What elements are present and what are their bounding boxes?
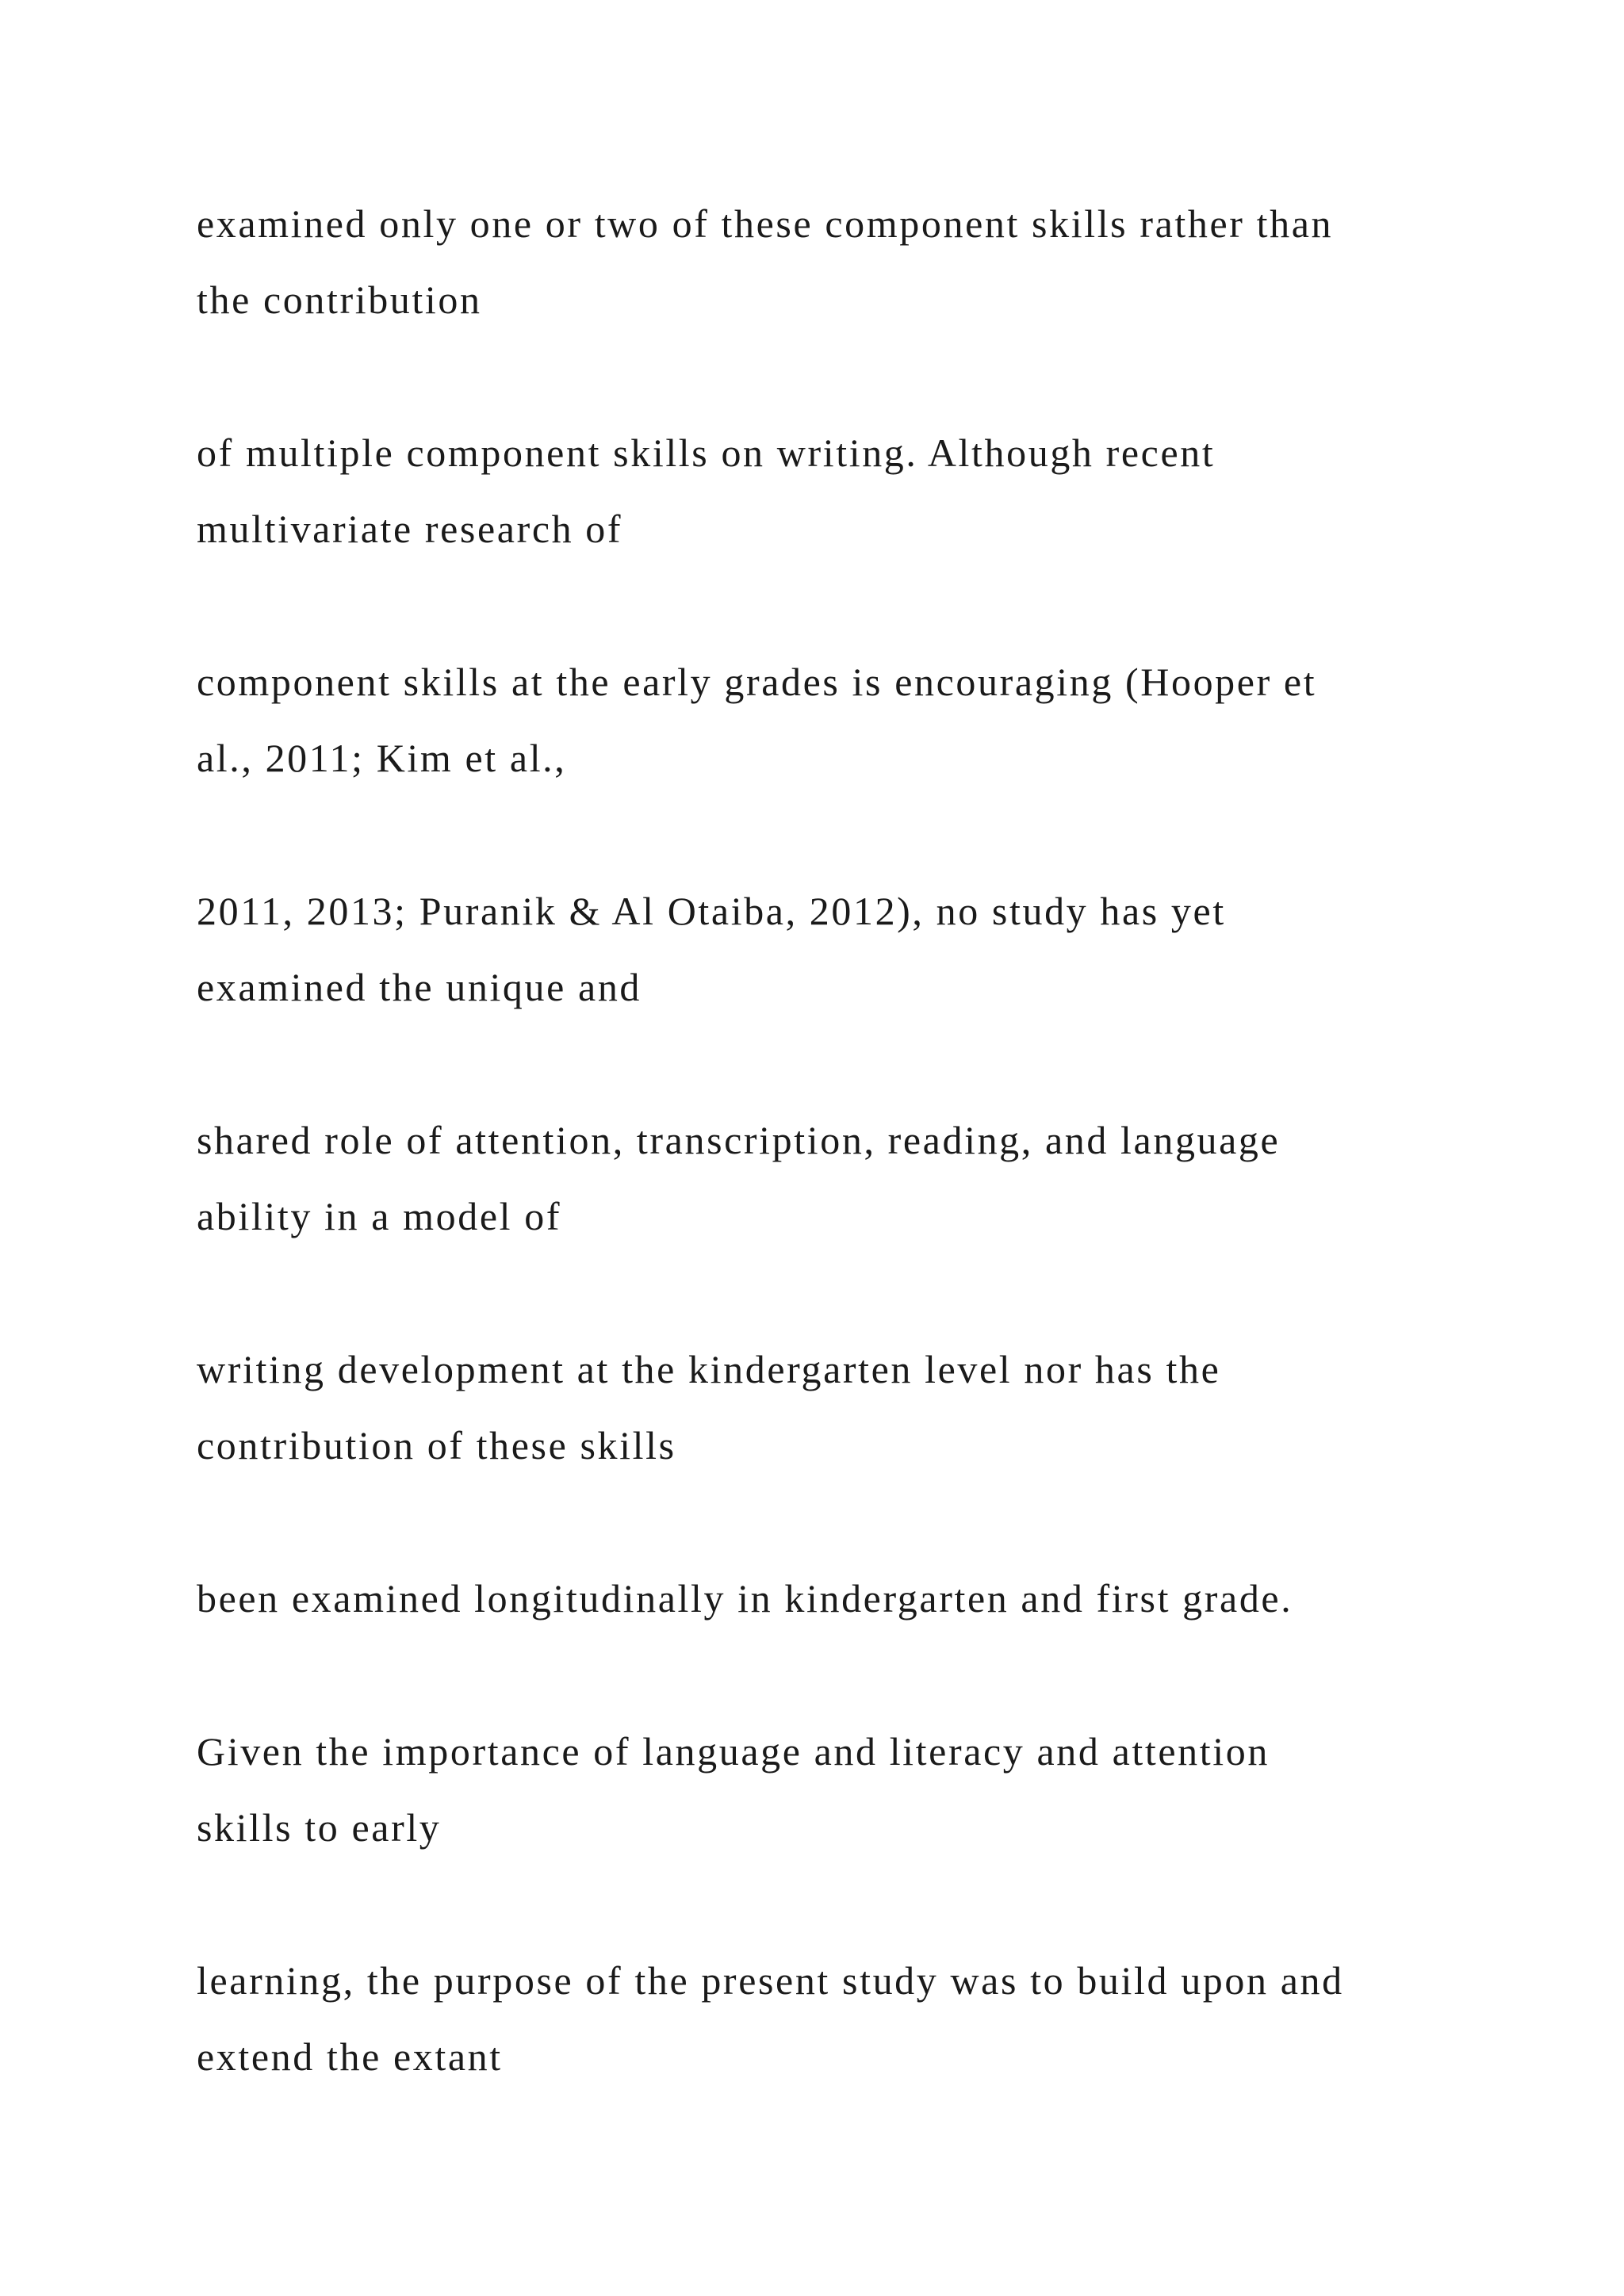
text-line: learning, the purpose of the present study was to build upon and: [197, 1958, 1344, 2003]
text-line: been examined longitudinally in kindergarten and first grade.: [197, 1576, 1293, 1621]
paragraph: [197, 1942, 1497, 2095]
text-line: writing development at the kindergarten level nor has the: [197, 1347, 1221, 1391]
text-line: skills to early: [197, 1805, 442, 1850]
text-line: the contribution: [197, 277, 482, 322]
paragraph: [197, 186, 1497, 338]
text-line: al., 2011; Kim et al.,: [197, 736, 567, 780]
text-line: examined only one or two of these component skills rather than: [197, 201, 1334, 246]
paragraph: [197, 873, 1497, 1025]
text-line: ability in a model of: [197, 1194, 562, 1238]
text-line: shared role of attention, transcription, reading, and language: [197, 1118, 1281, 1162]
text-line: of multiple component skills on writing. Although recent: [197, 430, 1216, 475]
text-line: contribution of these skills: [197, 1423, 676, 1468]
paragraph: [197, 1102, 1497, 1254]
paragraph: [197, 1713, 1497, 1866]
text-line: 2011, 2013; Puranik & Al Otaiba, 2012), no study has yet: [197, 889, 1226, 933]
text-line: extend the extant: [197, 2034, 503, 2079]
paragraph: [197, 1560, 1497, 1636]
text-line: component skills at the early grades is encouraging (Hooper et: [197, 660, 1317, 704]
paragraph: [197, 415, 1497, 567]
text-line: Given the importance of language and literacy and attention: [197, 1729, 1270, 1774]
paragraph: [197, 644, 1497, 796]
paragraph: [197, 1331, 1497, 1483]
text-line: multivariate research of: [197, 507, 623, 551]
text-line: examined the unique and: [197, 965, 642, 1009]
